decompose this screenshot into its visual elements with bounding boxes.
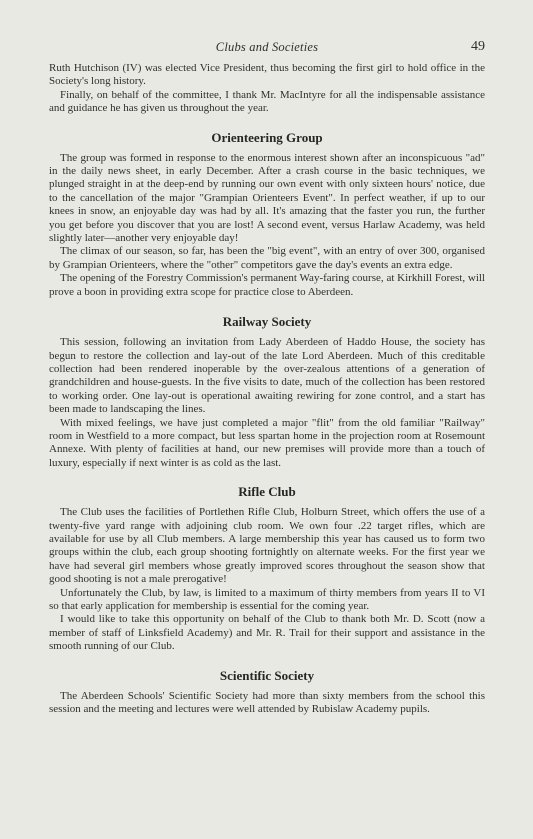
section-orienteering-group <box>49 130 485 299</box>
paragraph: Ruth Hutchison (IV) was elected Vice President, thus becoming the first girl to hold office in the Society's long history. <box>49 62 485 88</box>
paragraph: Finally, on behalf of the committee, I thank Mr. MacIntyre for all the indispensable assistance and guidance he has given us throughout the year. <box>49 88 485 115</box>
running-head <box>49 40 485 62</box>
paragraph: This session, following an invitation from Lady Aberdeen of Haddo House, the society has begun to restore the collection and lay-out of the late Lord Aberdeen. Much of this creditable collection had been rendered inoperable by the over-zealous attentions of a generation of grandchildren and house-guests. In the five visits to date, much of the collection has been restored to working order. One lay-out is operational awaiting rewiring for zone control, and a start has been made to landscaping the lines. <box>49 336 485 416</box>
paragraph: The group was formed in response to the enormous interest shown after an inconspicuous "ad" in the daily news sheet, in early December. After a crash course in the basic techniques, we plunged straight in at the deep-end by running our own event with only sixteen hours' notice, due to the cancellation of the major "Grampian Orienteers Event". In perfect weather, if up to our knees in snow, an enjoyable day was had by all. It's amazing that the faster you run, the further you get before you discover that you are lost! A second event, versus Harlaw Academy, was held slightly later—another very enjoyable day! <box>49 151 485 245</box>
section-intro <box>49 62 485 116</box>
paragraph: The Aberdeen Schools' Scientific Society had more than sixty members from the school this session and the meeting and lectures were well attended by Rubislaw Academy pupils. <box>49 689 485 716</box>
paragraph: With mixed feelings, we have just completed a major "flit" from the old familiar "Railway" room in Westfield to a more compact, but less spartan home in the projection room at Rosemount Annexe. With plenty of facilities at hand, our new premises will provide more than a touch of luxury, especially if next winter is as cold as the last. <box>49 416 485 469</box>
paragraph: I would like to take this opportunity on behalf of the Club to thank both Mr. D. Scott (now a member of staff of Linksfield Academy) and Mr. R. Trail for their support and assistance in the smooth running of our Club. <box>49 613 485 653</box>
section-scientific-society <box>49 668 485 717</box>
section-heading: Orienteering Group <box>211 129 323 145</box>
section-rifle-club <box>49 484 485 653</box>
paragraph: The Club uses the facilities of Portlethen Rifle Club, Holburn Street, which offers the use of a twenty-five yard range with adjoining club room. We own four .22 target rifles, which are available for use by all Club members. A large membership this year has caused us to form two groups within the club, each group shooting fortnightly on alternate weeks. For the first year we have had several girl members whose greatly improved scores throughout the season show that good shooting is not a male prerogative! <box>49 506 485 586</box>
section-railway-society <box>49 314 485 470</box>
paragraph: The climax of our season, so far, has been the "big event", with an entry of over 300, organised by Grampian Orienteers, where the "other" competitors gave the day's events an extra edge. <box>49 245 485 271</box>
paragraph: Unfortunately the Club, by law, is limited to a maximum of thirty members from years II to VI so that early application for membership is essential for the coming year. <box>49 586 485 612</box>
page-number: 49 <box>471 39 485 54</box>
section-heading: Rifle Club <box>238 484 296 500</box>
running-title: Clubs and Societies <box>215 40 319 54</box>
section-heading: Scientific Society <box>219 667 315 683</box>
section-heading: Railway Society <box>222 314 312 330</box>
paragraph: The opening of the Forestry Commission's permanent Way-faring course, at Kirkhill Forest, will prove a boon in providing extra scope for practice close to Aberdeen. <box>49 272 485 298</box>
